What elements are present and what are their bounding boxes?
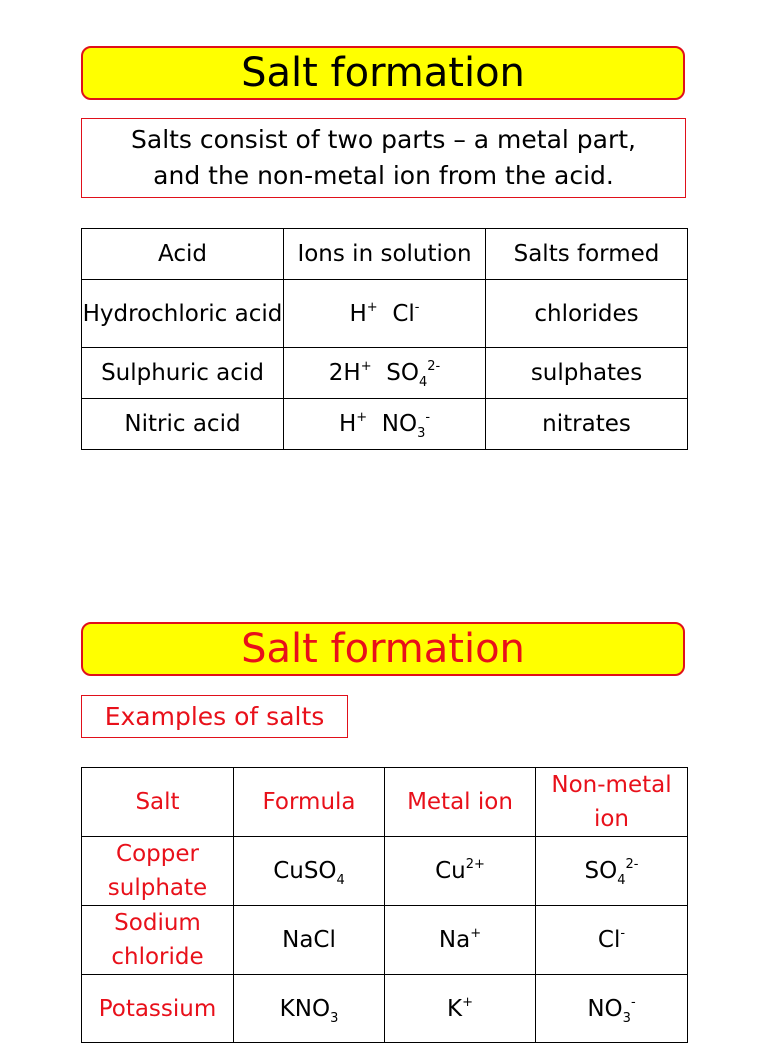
column-header-formula: Formula xyxy=(234,768,385,837)
salt-formed: nitrates xyxy=(486,399,688,450)
salt-formed: sulphates xyxy=(486,348,688,399)
metal-ion: Na+ xyxy=(385,906,536,975)
intro-line-2: and the non-metal ion from the acid. xyxy=(153,161,614,190)
ions-in-solution: H+ $NO_3^-$ xyxy=(284,399,486,450)
intro-text xyxy=(131,122,636,194)
column-header-ions: Ions in solution xyxy=(284,229,486,280)
acid-ions-table xyxy=(81,228,688,450)
salt-formula: NaCl xyxy=(234,906,385,975)
table-row xyxy=(82,348,688,399)
metal-ion: K+ xyxy=(385,975,536,1043)
salt-examples-table xyxy=(81,767,688,1043)
slide1-title: Salt formation xyxy=(81,46,685,100)
salt-formed: chlorides xyxy=(486,280,688,348)
column-header-acid: Acid xyxy=(82,229,284,280)
column-header-non-metal-ion: Non-metal ion xyxy=(536,768,688,837)
column-header-salt: Salt xyxy=(82,768,234,837)
examples-subheading: Examples of salts xyxy=(81,695,348,738)
metal-ion: $Cu^{2+}$ xyxy=(385,837,536,906)
salt-name: Potassium xyxy=(82,975,234,1043)
table-row xyxy=(82,399,688,450)
slide2-title: Salt formation xyxy=(81,622,685,676)
acid-name: Sulphuric acid xyxy=(82,348,284,399)
salt-name: Copper sulphate xyxy=(82,837,234,906)
intro-line-1: Salts consist of two parts – a metal part, xyxy=(131,125,636,154)
salt-name: Sodium chloride xyxy=(82,906,234,975)
table-header-row xyxy=(82,768,688,837)
table-header-row xyxy=(82,229,688,280)
acid-name: Hydrochloric acid xyxy=(82,280,284,348)
column-header-metal-ion: Metal ion xyxy=(385,768,536,837)
column-header-salts: Salts formed xyxy=(486,229,688,280)
table-row xyxy=(82,906,688,975)
salt-formula: $KNO_3$ xyxy=(234,975,385,1043)
non-metal-ion: $SO_4^{2-}$ xyxy=(536,837,688,906)
table-row xyxy=(82,280,688,348)
table-row xyxy=(82,837,688,906)
ions-in-solution: 2H+ $SO_4^{2-}$ xyxy=(284,348,486,399)
acid-name: Nitric acid xyxy=(82,399,284,450)
intro-textbox xyxy=(81,118,686,198)
ions-in-solution: H+ Cl- xyxy=(284,280,486,348)
table-row xyxy=(82,975,688,1043)
salt-formula: CuSO$_4$ xyxy=(234,837,385,906)
non-metal-ion: $NO_3^-$ xyxy=(536,975,688,1043)
non-metal-ion: Cl- xyxy=(536,906,688,975)
